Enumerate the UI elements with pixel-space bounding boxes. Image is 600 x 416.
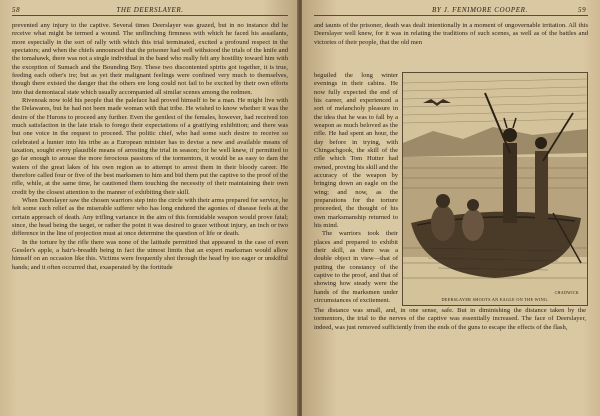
left-page-number: 58 (12, 6, 21, 14)
illustration-signature: CHADWICK (554, 290, 579, 295)
left-page (0, 0, 298, 416)
left-paragraph-3: When Deerslayer saw the chosen warriors step into the circle with their arms prepared for service, he felt some such relief as the miserable sufferer who has long endured the agonies of disease feels at the certain approach of death. Any trifling variance in the aim of this formidable weapon would prove fatal; since, the head being the target, or rather the point it was desired to graze without injury, an inch or two difference in the line of projection must at once determine the question of life or death. (12, 196, 288, 238)
left-header-rule (12, 15, 288, 16)
illustration-engraving (402, 72, 588, 306)
right-wrap-column (314, 72, 398, 305)
right-bottom-paragraph (314, 307, 586, 332)
right-wrap-text-2: The warriors took their places and prepared to exhibit their skill, as there was a double object in view—that of putting the constancy of the captive to the proof, and that of showing how steady were the hands of the marksmen under circumstances of excitement. (314, 230, 398, 304)
right-page-number: 59 (578, 6, 587, 14)
engraving-picture (403, 73, 587, 305)
right-page (302, 0, 600, 416)
right-bottom-text: The distance was small, and, in one sense, safe. But in diminishing the distance taken by the tormentors, the trial to the nerves of the captive was essentially increased. The face of Deerslayer, indeed, was just removed sufficiently from the ends of the guns to escape the effects of the flash, (314, 307, 586, 331)
right-top-paragraph (314, 22, 588, 47)
right-top-text: and taunts of the prisoner, death was dealt intentionally in a moment of ungovernable irritation. All this Deerslayer well knew, for it was in relating the traditions of such scenes, as well as of the battles and victories of their people, that the old men (314, 22, 588, 46)
right-running-head: BY J. FENIMORE COOPER. (432, 6, 528, 14)
illustration-caption: DEERSLAYER SHOOTS AN EAGLE ON THE WING. (441, 297, 549, 302)
left-paragraph-2: Rivenoak now told his people that the paleface had proved himself to be a man. He might live with the Delawares, but he had not been made woman with that tribe. He wished to know whether it was the desire of the Hurons to proceed any further. Even the gentlest of the females, however, had received too much satisfaction in the late trials to forego their expectations of a gratifying exhibition; and there was but one voice in the request to proceed. The politic chief, who had some such desire to receive so celebrated a hunter into his tribe as a European minister has to devise a new and available means of taxation, sought every plausible means of arresting the trial in season; for he well knew, if permitted to go far enough to arouse the more ferocious passions of the tormentors, it would be as easy to dam the waters of the great lakes of his own region as to attempt to arrest them in their bloody career. He therefore called four or five of the best marksmen to him and bid them put the captive to the proof of the rifle, while, at the same time, he cautioned them touching the necessity of their maintaining their own credit by the closest attention to the manner of exhibiting their skill. (12, 96, 288, 196)
left-body-text (12, 22, 288, 272)
right-header-rule (314, 15, 588, 16)
left-paragraph-1: prevented any injury to the captive. Several times Deerslayer was grazed, but in no instance did he receive what might be termed a wound. The unflinching firmness with which he faced his assailants, more especially in the sort of rally with which this trial terminated, excited a profound respect in the spectators; and when the chiefs announced that the prisoner had well withstood the trials of the knife and the tomahawk, there was not a single individual in the band who really felt any hostility toward him with the exception of Sumach and the Bounding Boy. These two discontented spirits got together, it is true, feeding each other's ire; but as yet their malignant feelings were confined very much to themselves, though there existed the danger that the others ere long could not fail to be excited by their own efforts into that demoniacal state which usually accompanied all similar scenes among the redmen. (12, 22, 288, 96)
left-paragraph-4: In the torture by the rifle there was none of the latitude permitted that appeared in the case of even Gessler's apple, a hair's-breadth being in fact the utmost limits that an expert marksman would allow himself on an occasion like this. Victims were frequently shot through the head by too eager or unskilful hands; and it often occurred that, exasperated by the fortitude (12, 238, 288, 271)
right-wrap-text: beguiled the long winter evenings in their cabins. He now fully expected the end of his career, and experienced a sort of melancholy pleasure in the idea that he was to fall by a weapon as much beloved as the rifle. He had spent an hour, the day before in trying, with Chingachgook, the skill of the rifle which Tom Hutter had owned, proving his skill and the accuracy of the weapon by bringing down an eagle on the wing; and now, as the preparations for the torture proceeded, the thought of his own marksmanship returned to his mind. (314, 72, 399, 229)
left-running-head: THE DEERSLAYER. (116, 6, 184, 14)
